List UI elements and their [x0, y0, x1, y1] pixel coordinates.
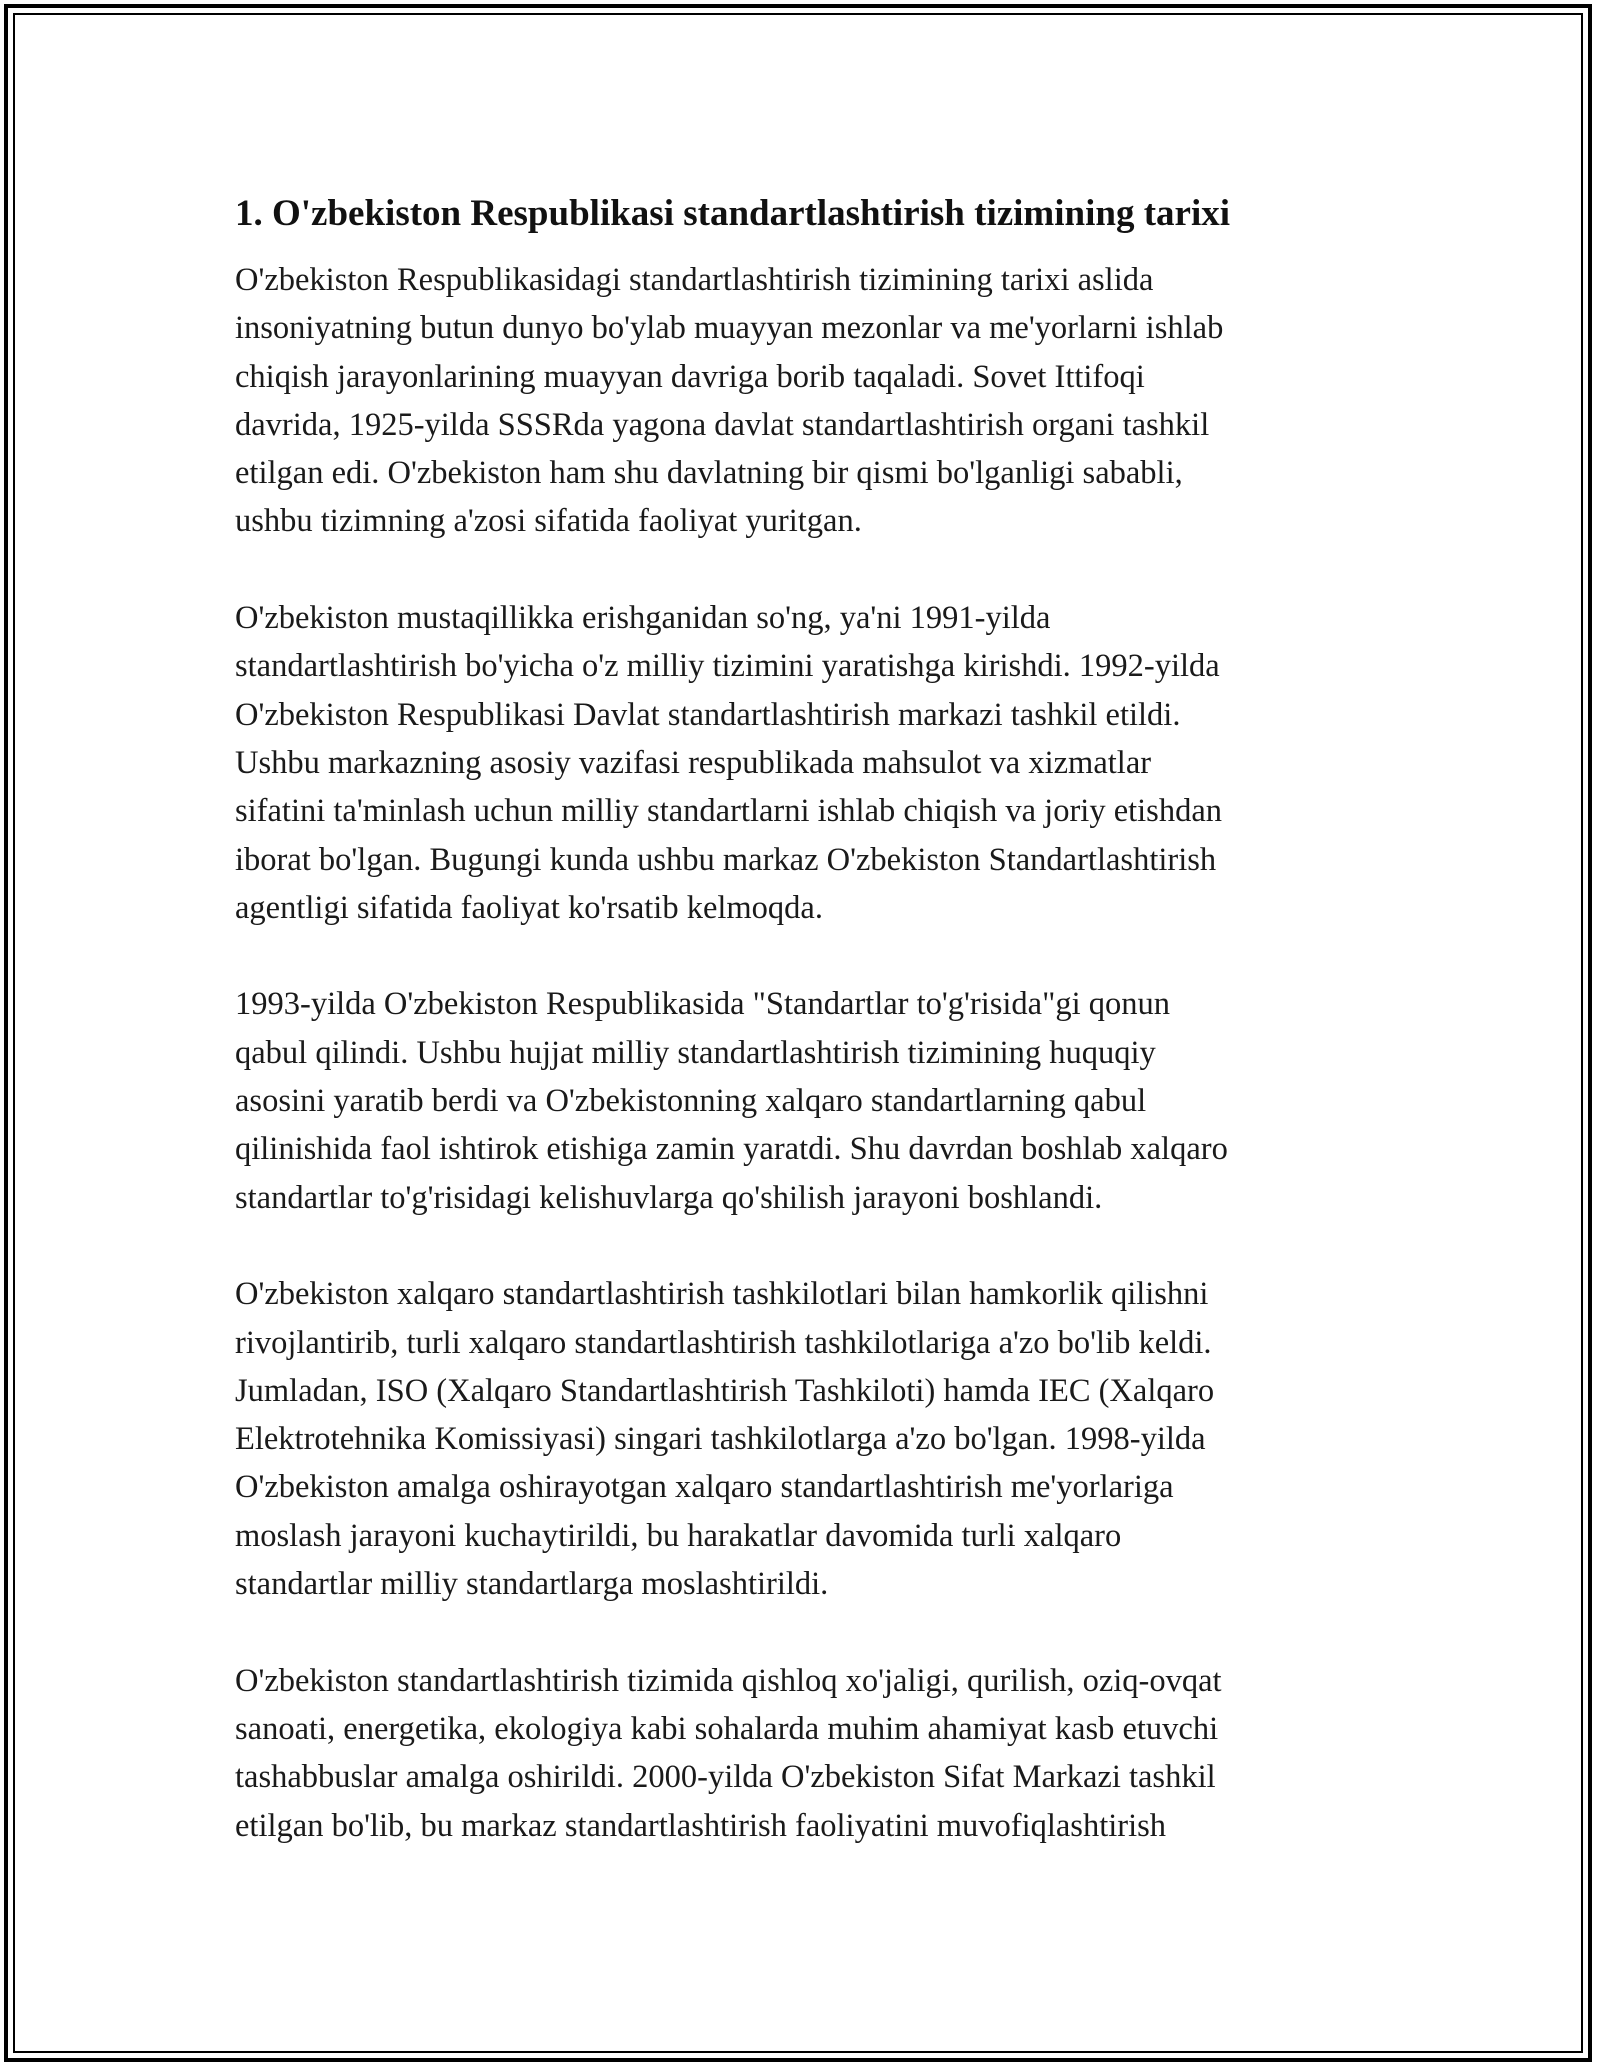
- text-line: qilinishida faol ishtirok etishiga zamin yaratdi. Shu davrdan boshlab xalqaro: [235, 1131, 1228, 1168]
- text-line: agentligi sifatida faoliyat ko'rsatib kelmoqda.: [235, 889, 823, 926]
- text-line: moslash jarayoni kuchaytirildi, bu harakatlar davomida turli xalqaro: [235, 1517, 1122, 1554]
- document-body: [235, 186, 1370, 1898]
- paragraph-1: [235, 256, 1370, 546]
- paragraph-3: [235, 980, 1370, 1221]
- text-line: etilgan bo'lib, bu markaz standartlashtirish faoliyatini muvofiqlashtirish: [235, 1807, 1167, 1844]
- text-line: insoniyatning butun dunyo bo'ylab muayyan mezonlar va me'yorlarni ishlab: [235, 310, 1224, 347]
- text-line: tashabbuslar amalga oshirildi. 2000-yilda O'zbekiston Sifat Markazi tashkil: [235, 1759, 1216, 1796]
- text-line: 1993-yilda O'zbekiston Respublikasida "Standartlar to'g'risida"gi qonun: [235, 986, 1170, 1023]
- paragraph-2: [235, 594, 1370, 932]
- text-line: standartlar to'g'risidagi kelishuvlarga qo'shilish jarayoni boshlandi.: [235, 1179, 1103, 1216]
- text-line: rivojlantirib, turli xalqaro standartlashtirish tashkilotlariga a'zo bo'lib keldi.: [235, 1324, 1212, 1361]
- text-line: standartlashtirish bo'yicha o'z milliy tizimini yaratishga kirishdi. 1992-yilda: [235, 648, 1220, 685]
- text-line: ushbu tizimning a'zosi sifatida faoliyat yuritgan.: [235, 503, 862, 540]
- text-line: Jumladan, ISO (Xalqaro Standartlashtirish Tashkiloti) hamda IEC (Xalqaro: [235, 1372, 1215, 1409]
- text-line: qabul qilindi. Ushbu hujjat milliy standartlashtirish tizimining huquqiy: [235, 1034, 1156, 1071]
- text-line: O'zbekiston standartlashtirish tizimida qishloq xo'jaligi, qurilish, oziq-ovqat: [235, 1662, 1222, 1699]
- text-line: sifatini ta'minlash uchun milliy standartlarni ishlab chiqish va joriy etishdan: [235, 793, 1222, 830]
- section-title: 1. O'zbekiston Respublikasi standartlashtirish tizimining tarixi: [235, 193, 1231, 234]
- text-line: Elektrotehnika Komissiyasi) singari tashkilotlarga a'zo bo'lgan. 1998-yilda: [235, 1421, 1206, 1458]
- text-line: sanoati, energetika, ekologiya kabi sohalarda muhim ahamiyat kasb etuvchi: [235, 1710, 1219, 1747]
- text-line: O'zbekiston amalga oshirayotgan xalqaro standartlashtirish me'yorlariga: [235, 1469, 1174, 1506]
- text-line: O'zbekiston xalqaro standartlashtirish tashkilotlari bilan hamkorlik qilishni: [235, 1276, 1209, 1313]
- text-line: etilgan edi. O'zbekiston ham shu davlatning bir qismi bo'lganligi sababli,: [235, 455, 1183, 492]
- text-line: O'zbekiston Respublikasidagi standartlashtirish tizimining tarixi aslida: [235, 262, 1154, 298]
- paragraph-4: [235, 1270, 1370, 1608]
- text-line: O'zbekiston Respublikasi Davlat standartlashtirish markazi tashkil etildi.: [235, 696, 1181, 733]
- paragraph-5: [235, 1657, 1370, 1850]
- text-line: standartlar milliy standartlarga moslashtirildi.: [235, 1566, 829, 1603]
- text-line: Ushbu markazning asosiy vazifasi respublikada mahsulot va xizmatlar: [235, 744, 1152, 781]
- text-line: chiqish jarayonlarining muayyan davriga borib taqaladi. Sovet Ittifoqi: [235, 358, 1145, 395]
- text-line: davrida, 1925-yilda SSSRda yagona davlat standartlashtirish organi tashkil: [235, 406, 1210, 443]
- text-line: iborat bo'lgan. Bugungi kunda ushbu markaz O'zbekiston Standartlashtirish: [235, 841, 1217, 878]
- text-line: O'zbekiston mustaqillikka erishganidan so'ng, ya'ni 1991-yilda: [235, 600, 1051, 637]
- text-line: asosini yaratib berdi va O'zbekistonning xalqaro standartlarning qabul: [235, 1083, 1147, 1120]
